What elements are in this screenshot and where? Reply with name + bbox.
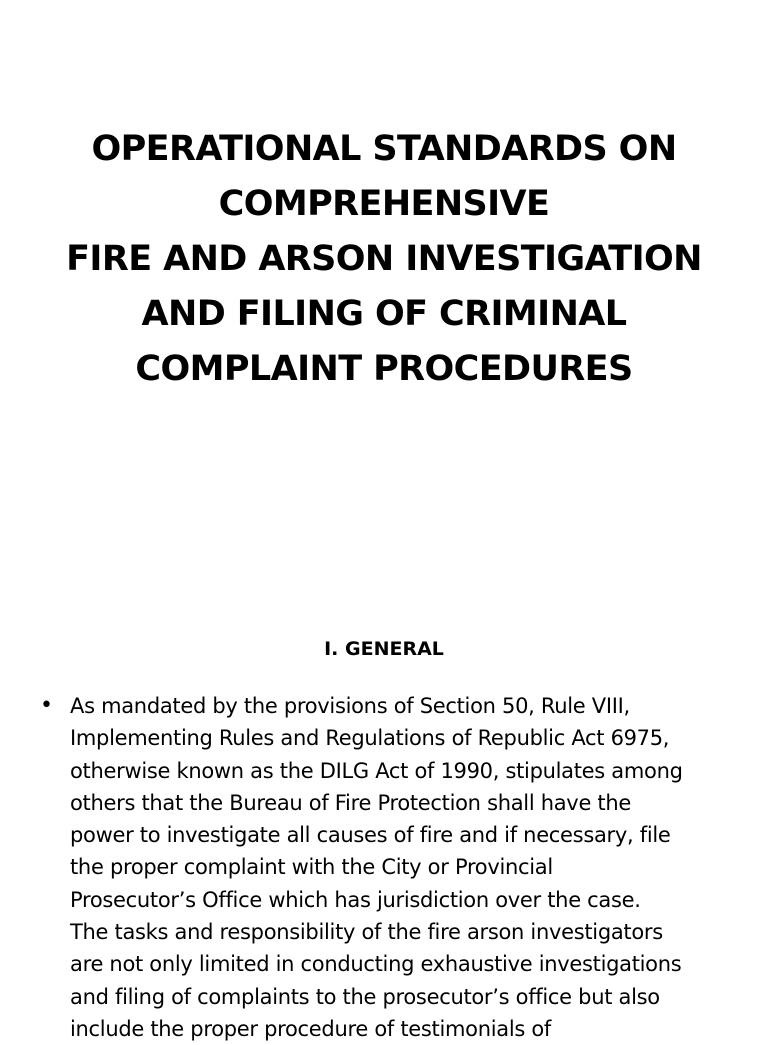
title-line: AND FILING OF CRIMINAL [141,294,627,334]
paragraph-line: As mandated by the provisions of Section 50, Rule VIII, [70,694,630,718]
paragraph-line: and filing of complaints to the prosecutor’s office but also [70,984,660,1009]
paragraph-line: others that the Bureau of Fire Protection shall have the [70,790,631,815]
paragraph-line: Implementing Rules and Regulations of Republic Act 6975, [70,726,670,751]
title-line: COMPLAINT PROCEDURES [135,349,633,389]
paragraph-line: the proper complaint with the City or Provincial [70,855,553,880]
section-heading: I. GENERAL [324,638,444,660]
document-title [20,122,748,397]
paragraph-line: The tasks and responsibility of the fire arson investigators [70,920,663,945]
title-line: FIRE AND ARSON INVESTIGATION [66,239,702,279]
title-line: COMPREHENSIVE [218,184,550,224]
bullet-list [0,690,768,1045]
title-line: OPERATIONAL STANDARDS ON [91,129,677,169]
paragraph-line: include the proper procedure of testimonials of [70,1016,552,1041]
paragraph-line: are not only limited in conducting exhaustive investigations [70,952,682,977]
paragraph-line: power to investigate all causes of fire and if necessary, file [70,823,671,848]
paragraph-line: Prosecutor’s Office which has jurisdiction over the case. [70,887,641,912]
bullet-icon: • [40,693,53,718]
list-item [0,690,768,1045]
paragraph-line: otherwise known as the DILG Act of 1990, stipulates among [70,758,683,783]
